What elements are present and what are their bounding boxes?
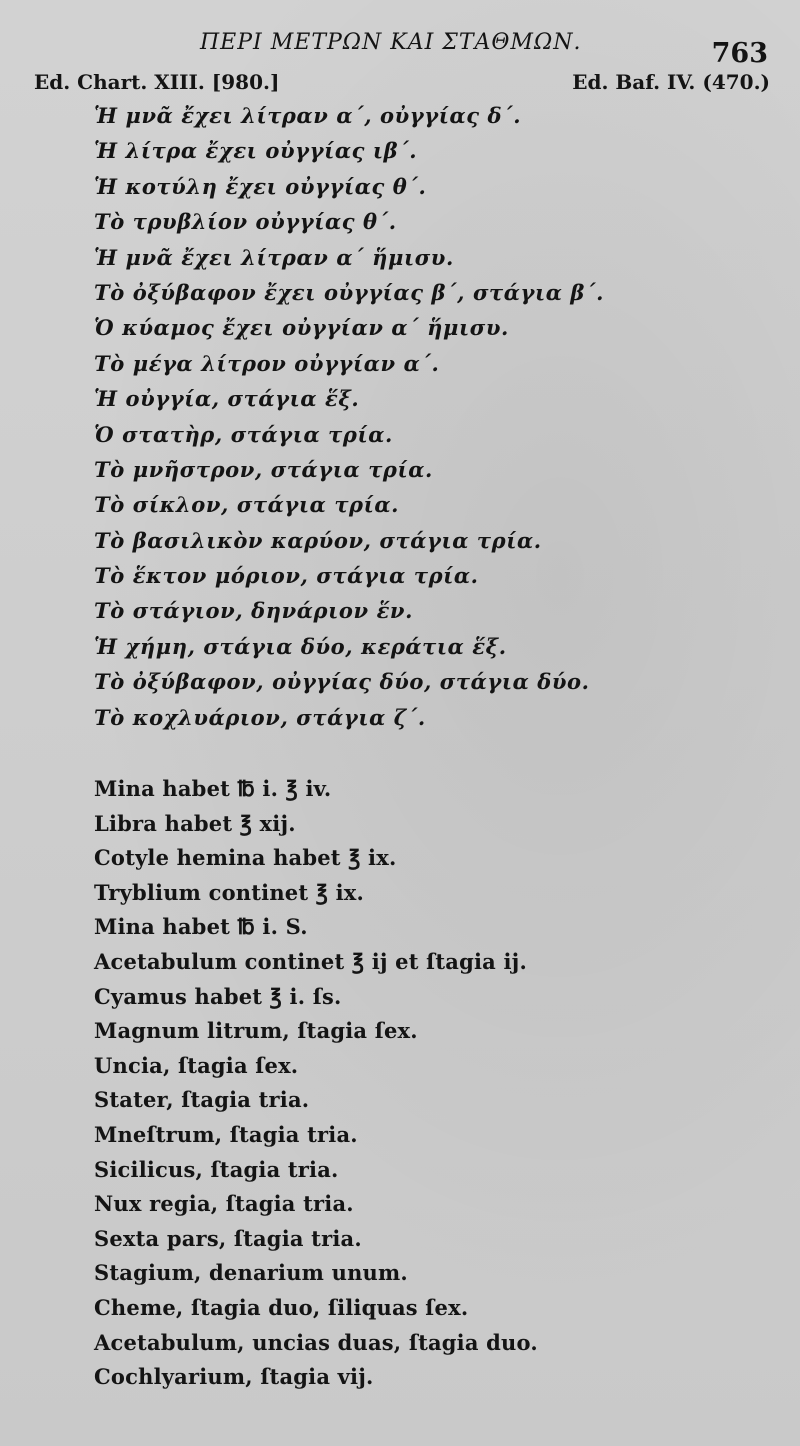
latin-line: Tryblium continet ℥ ix.: [94, 879, 365, 905]
greek-line: Τὸ τρυβλίον οὐγγίας θ΄.: [94, 209, 397, 235]
latin-line: Uncia, ſtagia ſex.: [94, 1052, 299, 1078]
latin-line: Libra habet ℥ xij.: [94, 810, 296, 836]
greek-line: Τὸ κοχλυάριον, στάγια ζ΄.: [94, 704, 426, 730]
edition-reference-basel: Ed. Baf. IV. (470.): [572, 70, 770, 94]
latin-line: Mina habet ℔ i. ℥ iv.: [94, 776, 332, 801]
latin-line: Mina habet ℔ i. S.: [94, 914, 308, 940]
latin-line: Acetabulum, uncias duas, ſtagia duo.: [94, 1329, 538, 1355]
latin-line: Nux regia, ſtagia tria.: [94, 1191, 354, 1217]
latin-line: Cochlyarium, ſtagia vij.: [94, 1364, 374, 1390]
greek-text-block: [94, 98, 774, 735]
greek-line: Τὸ σίκλον, στάγια τρία.: [94, 492, 400, 518]
latin-line: Mneſtrum, ſtagia tria.: [94, 1121, 358, 1147]
latin-line: Cotyle hemina habet ℥ ix.: [94, 845, 397, 871]
latin-line: Magnum litrum, ſtagia ſex.: [94, 1018, 418, 1044]
greek-line: Τὸ ὀξύβαφον ἔχει οὐγγίας β΄, στάγια β΄.: [94, 279, 604, 305]
greek-line: Ἡ λίτρα ἔχει οὐγγίας ιβ΄.: [94, 138, 418, 164]
edition-references: [0, 70, 800, 100]
latin-line: Acetabulum continet ℥ ij et ſtagia ij.: [94, 948, 527, 974]
greek-line: Ἡ χήμη, στάγια δύο, κεράτια ἕξ.: [94, 633, 507, 659]
greek-line: Ὁ στατὴρ, στάγια τρία.: [94, 421, 393, 447]
latin-line: Sicilicus, ſtagia tria.: [94, 1156, 339, 1182]
greek-line: Τὸ ὀξύβαφον, οὐγγίας δύο, στάγια δύο.: [94, 669, 590, 695]
greek-line: Ὁ κύαμος ἔχει οὐγγίαν α΄ ἥμισυ.: [94, 315, 509, 341]
greek-line: Τὸ βασιλικὸν καρύον, στάγια τρία.: [94, 527, 542, 553]
greek-line: Τὸ ἕκτον μόριον, στάγια τρία.: [94, 563, 479, 589]
greek-line: Ἡ μνᾶ ἔχει λίτραν α΄, οὐγγίας δ΄.: [94, 103, 522, 128]
greek-line: Ἡ μνᾶ ἔχει λίτραν α΄ ἥμισυ.: [94, 244, 454, 270]
page-number: 763: [711, 38, 768, 69]
greek-line: Τὸ μέγα λίτρον οὐγγίαν α΄.: [94, 350, 440, 376]
running-head: [0, 30, 800, 70]
greek-line: Ἡ κοτύλη ἔχει οὐγγίας θ΄.: [94, 173, 427, 199]
edition-reference-chartier: Ed. Chart. XIII. [980.]: [34, 70, 280, 94]
latin-line: Cyamus habet ℥ i. ſs.: [94, 983, 342, 1009]
latin-line: Stater, ſtagia tria.: [94, 1087, 310, 1113]
greek-line: Τὸ στάγιον, δηνάριον ἕν.: [94, 598, 414, 624]
running-title: ΠΕΡΙ ΜΕΤΡΩΝ ΚΑΙ ΣΤΑΘΜΩΝ.: [200, 30, 582, 55]
latin-text-block: [94, 772, 774, 1395]
latin-line: Stagium, denarium unum.: [94, 1260, 408, 1286]
greek-line: Ἡ οὐγγία, στάγια ἕξ.: [94, 386, 360, 412]
latin-line: Sexta pars, ſtagia tria.: [94, 1225, 362, 1251]
latin-line: Cheme, ſtagia duo, ſiliquas ſex.: [94, 1294, 469, 1320]
greek-line: Τὸ μνῆστρον, στάγια τρία.: [94, 456, 433, 482]
